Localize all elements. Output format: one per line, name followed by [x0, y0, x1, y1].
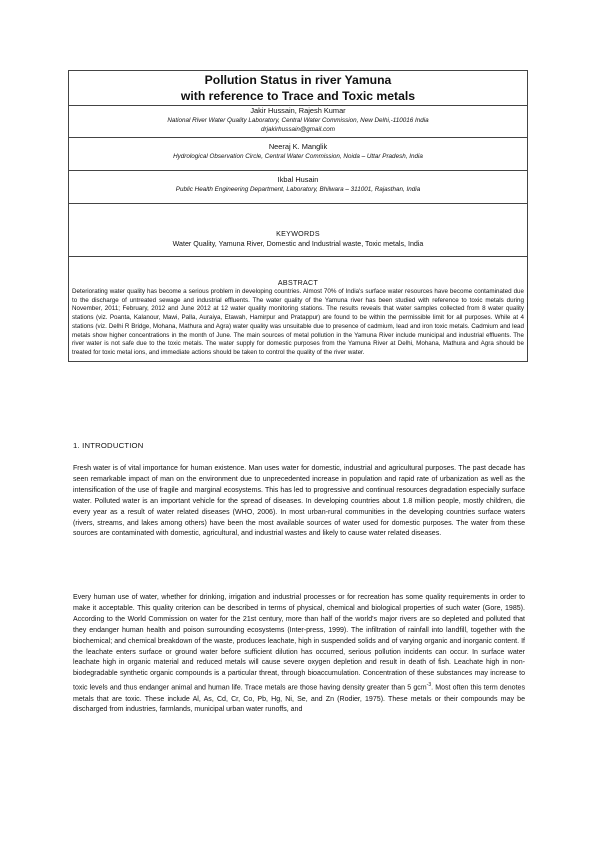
- keywords-heading: KEYWORDS: [276, 230, 320, 238]
- paper-title: [69, 71, 527, 105]
- author-affiliation: National River Water Quality Laboratory, Central Water Commission, New Delhi,-110016 India: [167, 117, 429, 124]
- intro-paragraph-2-text-b: . Most often this term denotes metals that are toxic. These include Al, As, Cd, Cr, Co, Pb, Hg, Ni, Se, and Zn (Rodier, 1975). These metals or their compounds may be discharged from industries, farmlands, municipal urban water runoffs, and: [73, 684, 526, 714]
- keywords-text: Water Quality, Yamuna River, Domestic and Industrial waste, Toxic metals, India: [172, 240, 424, 248]
- superscript-exponent: -3: [426, 682, 432, 689]
- author-affiliation: Hydrological Observation Circle, Central Water Commission, Noida – Uttar Pradesh, India: [173, 153, 423, 160]
- intro-paragraph-2-text-a: Every human use of water, whether for drinking, irrigation and industrial processes or for recreation has some quality requirements in order to make it acceptable. This quality criterion can be described in terms of physical, chemical and biological properties of such water (Gore, 1985). According to the World Commission on water for the 21st century, more than half of the world's major rivers are so depleted and polluted that they endanger human health and poison surrounding ecosystems (Inter-press, 1999). The infiltration of rainfall into landfill, together with the biochemical; and chemical breakdown of the waste, produces leachate, high in suspended solids and of varying organic and inorganic content. If the leachate enters surface or ground water before sufficient dilution has occurred, serious pollution incidents can occur. In surface water leachate high in organic material and reduced metals will cause severe oxygen depletion and result in death of fish. Leachate high in non-biodegradable synthetic organic compounds is a particular threat, through bioaccumulation. Concentration of these substances may increase to toxic levels and thus endanger animal and human life. Trace metals are those having density greater than 5 gcm: [73, 594, 525, 692]
- author-affiliation: Public Health Engineering Department, Laboratory, Bhilwara – 311001, Rajasthan, India: [175, 186, 421, 193]
- author-names: Neeraj K. Manglik: [268, 142, 328, 151]
- author-names: Ikbal Husain: [277, 175, 319, 184]
- abstract-section: [69, 257, 527, 361]
- author-block-2: [69, 138, 527, 171]
- author-email: drjakirhussain@gmail.com: [261, 126, 335, 133]
- title-section: [69, 71, 527, 106]
- author-block-3: [69, 171, 527, 204]
- title-line-1: Pollution Status in river Yamuna: [204, 73, 392, 87]
- front-matter-box: [68, 70, 528, 362]
- abstract-heading: ABSTRACT: [277, 279, 319, 287]
- keywords-section: [69, 204, 527, 257]
- author-names: Jakir Hussain, Rajesh Kumar: [250, 106, 346, 115]
- intro-paragraph-2: [73, 593, 525, 716]
- abstract-text: Deteriorating water quality has become a serious problem in developing countries. Almost 70% of India's surface water resources have become contaminated due to the discharge of untreated sewage and industrial effluents. The water quality of the Yamuna river has been studied with reference to toxic metals during November, 2011; February, 2012 and June 2012 at 12 water quality monitoring stations. The results reveals that water samples collected from 8 water quality stations (viz. Poanta, Kalanour, Mawi, Palla, Auraiya, Etawah, Hamirpur and Pratappur) are found to be within the permissible limit for all purposes. While at 4 stations (viz. Delhi R Bridge, Mohana, Mathura and Agra) water quality was unsuitable due to presence of cadmium, lead and iron toxic metals. Cadmium and lead metals show higher concentrations in the month of June. The main sources of metal pollution in the Yamuna River include municipal and industrial effluents. The river water is not safe due to the toxic metals. The water supply for domestic purposes from the Yamuna River at Delhi, Mohana, Mathura and Agra should be treated for toxic metal ions, and immediate actions should be taken to control the quality of the river water.: [72, 288, 524, 356]
- author-block-1: [69, 106, 527, 138]
- section-heading-introduction: 1. INTRODUCTION: [73, 441, 144, 450]
- title-line-2: with reference to Trace and Toxic metals: [180, 88, 416, 103]
- intro-paragraph-1: Fresh water is of vital importance for human existence. Man uses water for domestic, industrial and agricultural purposes. The past decade has seen remarkable impact of man on the environment due to unprecedented increase in population and rapid rate of urbanization as well as the intensification of the use of fragile and marginal ecosystems. This has led to progressive and continual resources degradation especially surface water. Polluted water is an important vehicle for the spread of diseases. In developing countries about 1.8 million people, mostly children, die every year as a result of water related diseases (WHO, 2006). In most urban-rural communities in the developing countries surface waters (rivers, streams, and lakes among others) have been the most available sources of water used for domestic purposes. The water from these sources are contaminated with domestic, agricultural, and industrial wastes and likely to cause water related diseases.: [73, 465, 525, 538]
